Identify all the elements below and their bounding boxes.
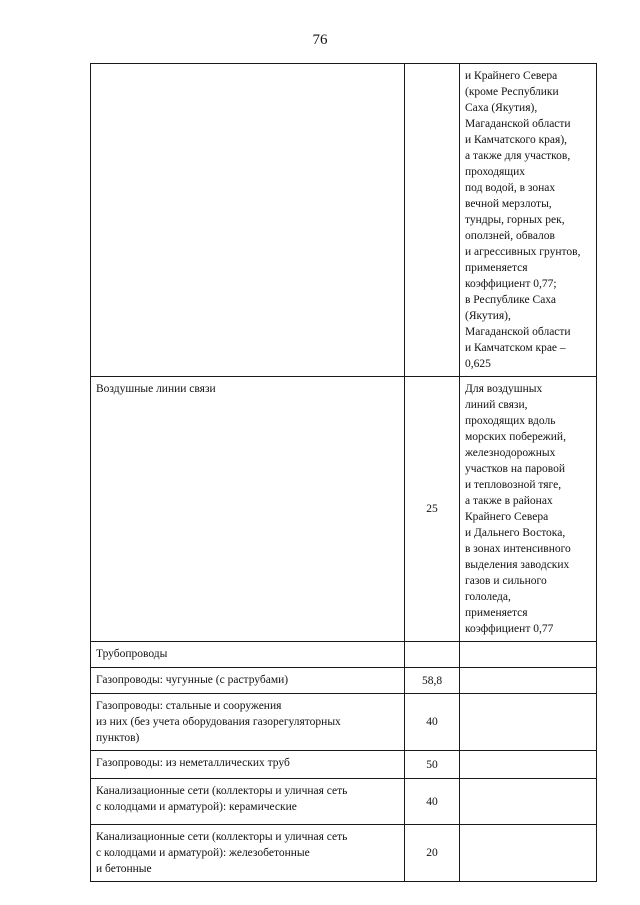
row-name-cell: Канализационные сети (коллекторы и уличная сеть с колодцами и арматурой): железобетонные и бетонные xyxy=(91,825,405,882)
depreciation-table xyxy=(90,63,597,882)
row-name-cell: Газопроводы: из неметаллических труб xyxy=(91,751,405,779)
row-note-cell xyxy=(460,668,597,694)
row-value-cell: 58,8 xyxy=(405,668,460,694)
row-note-cell xyxy=(460,642,597,668)
row-value-cell: 40 xyxy=(405,779,460,825)
row-value-cell: 50 xyxy=(405,751,460,779)
row-name-cell xyxy=(91,64,405,377)
row-note-cell xyxy=(460,825,597,882)
row-note-cell: Для воздушных линий связи, проходящих вдоль морских побережий, железнодорожных участков на паровой и тепловозной тяге, а также в районах Крайнего Севера и Дальнего Востока, в зонах интенсивного выделения заводских газов и сильного гололеда, применяется коэффициент 0,77 xyxy=(460,377,597,642)
row-value-cell: 25 xyxy=(405,377,460,642)
table-row xyxy=(91,642,597,668)
table-row xyxy=(91,694,597,751)
row-note-cell xyxy=(460,751,597,779)
row-note-cell: и Крайнего Севера (кроме Республики Саха (Якутия), Магаданской области и Камчатского края), а также для участков, проходящих под водой, в зонах вечной мерзлоты, тундры, горных рек, оползней, обвалов и агрессивных грунтов, применяется коэффициент 0,77; в Республике Саха (Якутия), Магаданской области и Камчатском крае – 0,625 xyxy=(460,64,597,377)
row-note-cell xyxy=(460,779,597,825)
row-name-cell: Трубопроводы xyxy=(91,642,405,668)
table-row xyxy=(91,64,597,377)
row-name-cell: Воздушные линии связи xyxy=(91,377,405,642)
table-row xyxy=(91,377,597,642)
row-name-cell: Канализационные сети (коллекторы и уличная сеть с колодцами и арматурой): керамические xyxy=(91,779,405,825)
table-row xyxy=(91,751,597,779)
row-name-cell: Газопроводы: чугунные (с раструбами) xyxy=(91,668,405,694)
row-note-cell xyxy=(460,694,597,751)
table-row xyxy=(91,825,597,882)
row-value-cell: 20 xyxy=(405,825,460,882)
table-row xyxy=(91,668,597,694)
row-value-cell xyxy=(405,642,460,668)
table-row xyxy=(91,779,597,825)
page-number: 76 xyxy=(312,32,328,48)
row-value-cell xyxy=(405,64,460,377)
row-name-cell: Газопроводы: стальные и сооружения из них (без учета оборудования газорегуляторных пунктов) xyxy=(91,694,405,751)
row-value-cell: 40 xyxy=(405,694,460,751)
